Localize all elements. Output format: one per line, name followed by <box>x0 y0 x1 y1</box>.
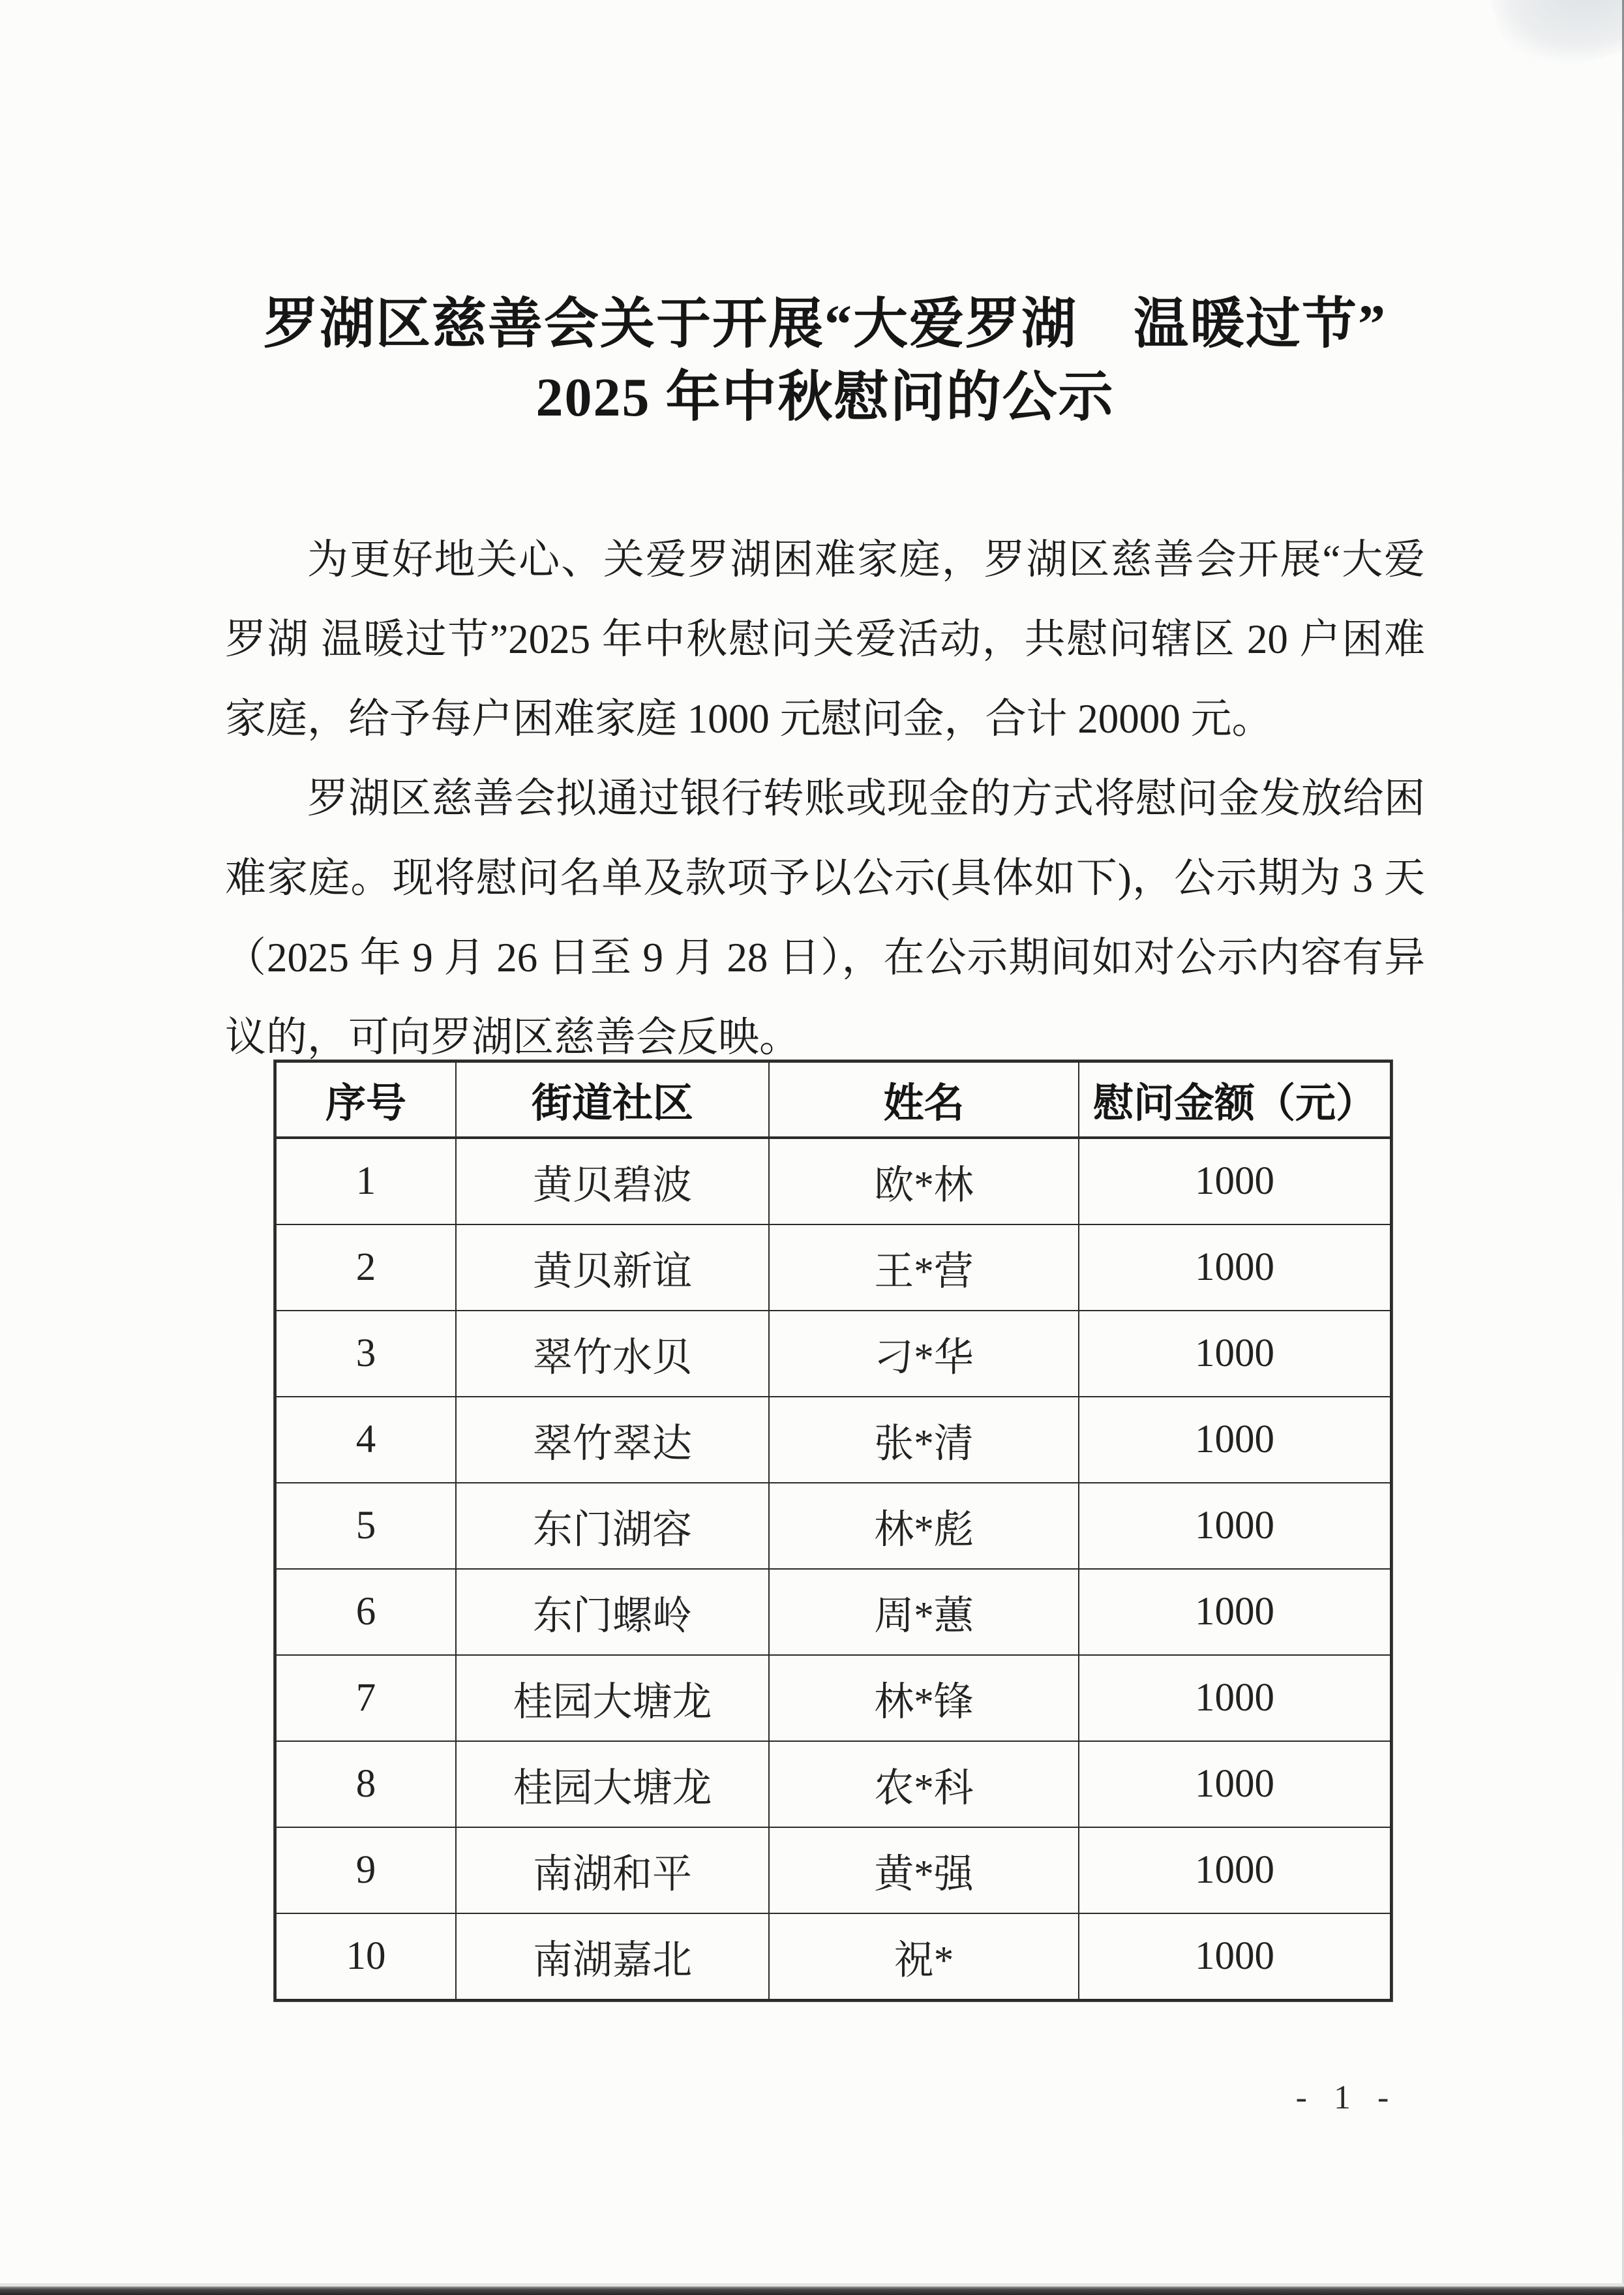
table-row <box>275 1569 1391 1655</box>
cell-amount: 1000 <box>1079 1827 1391 1913</box>
cell-serial-number: 2 <box>275 1224 456 1311</box>
cell-amount: 1000 <box>1079 1741 1391 1827</box>
table-row <box>275 1655 1391 1741</box>
table-row <box>275 1827 1391 1913</box>
cell-name: 张*清 <box>769 1397 1079 1483</box>
page-number: - 1 - <box>1295 2079 1398 2116</box>
cell-name: 周*蕙 <box>769 1569 1079 1655</box>
cell-community: 翠竹水贝 <box>456 1311 769 1397</box>
cell-community: 桂园大塘龙 <box>456 1741 769 1827</box>
cell-community: 东门螺岭 <box>456 1569 769 1655</box>
table-row <box>275 1741 1391 1827</box>
cell-serial-number: 6 <box>275 1569 456 1655</box>
cell-name: 黄*强 <box>769 1827 1079 1913</box>
cell-amount: 1000 <box>1079 1311 1391 1397</box>
table-row <box>275 1224 1391 1311</box>
cell-amount: 1000 <box>1079 1397 1391 1483</box>
header-amount: 慰问金额（元） <box>1079 1061 1391 1138</box>
table-header-row <box>275 1061 1391 1138</box>
cell-name: 林*锋 <box>769 1655 1079 1741</box>
cell-amount: 1000 <box>1079 1138 1391 1224</box>
title-line-2: 2025 年中秋慰问的公示 <box>535 367 1115 428</box>
cell-name: 祝* <box>769 1913 1079 2000</box>
cell-name: 林*彪 <box>769 1483 1079 1569</box>
cell-community: 黄贝碧波 <box>456 1138 769 1224</box>
cell-community: 南湖和平 <box>456 1827 769 1913</box>
cell-serial-number: 4 <box>275 1397 456 1483</box>
table-row <box>275 1483 1391 1569</box>
cell-community: 黄贝新谊 <box>456 1224 769 1311</box>
cell-serial-number: 8 <box>275 1741 456 1827</box>
cell-amount: 1000 <box>1079 1569 1391 1655</box>
cell-name: 王*营 <box>769 1224 1079 1311</box>
recipient-table <box>274 1060 1392 2001</box>
table-row <box>275 1913 1391 2000</box>
cell-name: 农*科 <box>769 1741 1079 1827</box>
scan-smudge-artifact <box>1490 0 1624 85</box>
cell-community: 翠竹翠达 <box>456 1397 769 1483</box>
cell-serial-number: 10 <box>275 1913 456 2000</box>
cell-amount: 1000 <box>1079 1483 1391 1569</box>
scan-bottom-edge-artifact <box>0 2287 1624 2295</box>
table-row <box>275 1397 1391 1483</box>
cell-community: 东门湖容 <box>456 1483 769 1569</box>
cell-serial-number: 3 <box>275 1311 456 1397</box>
table-row <box>275 1311 1391 1397</box>
document-title <box>225 288 1425 434</box>
cell-community: 桂园大塘龙 <box>456 1655 769 1741</box>
paragraph-publicity: 罗湖区慈善会拟通过银行转账或现金的方式将慰问金发放给困难家庭。现将慰问名单及款项予以公示(具体如下)，公示期为 3 天（2025 年 9 月 26 日至 9 月 28 日），在公示期间如对公示内容有异议的，可向罗湖区慈善会反映。 <box>225 776 1425 1060</box>
cell-name: 欧*林 <box>769 1138 1079 1224</box>
table-row <box>275 1138 1391 1224</box>
cell-serial-number: 1 <box>275 1138 456 1224</box>
cell-amount: 1000 <box>1079 1224 1391 1311</box>
cell-serial-number: 5 <box>275 1483 456 1569</box>
cell-amount: 1000 <box>1079 1913 1391 2000</box>
header-serial-number: 序号 <box>275 1061 456 1138</box>
header-name: 姓名 <box>769 1061 1079 1138</box>
document-body <box>225 520 1425 1077</box>
cell-amount: 1000 <box>1079 1655 1391 1741</box>
header-community: 街道社区 <box>456 1061 769 1138</box>
paragraph-intro: 为更好地关心、关爱罗湖困难家庭，罗湖区慈善会开展“大爱罗湖 温暖过节”2025 年中秋慰问关爱活动，共慰问辖区 20 户困难家庭，给予每户困难家庭 1000 元慰问金，合计 20000 元。 <box>225 537 1425 742</box>
cell-name: 刁*华 <box>769 1311 1079 1397</box>
cell-serial-number: 9 <box>275 1827 456 1913</box>
cell-serial-number: 7 <box>275 1655 456 1741</box>
title-line-1: 罗湖区慈善会关于开展“大爱罗湖 温暖过节” <box>263 294 1387 355</box>
cell-community: 南湖嘉北 <box>456 1913 769 2000</box>
